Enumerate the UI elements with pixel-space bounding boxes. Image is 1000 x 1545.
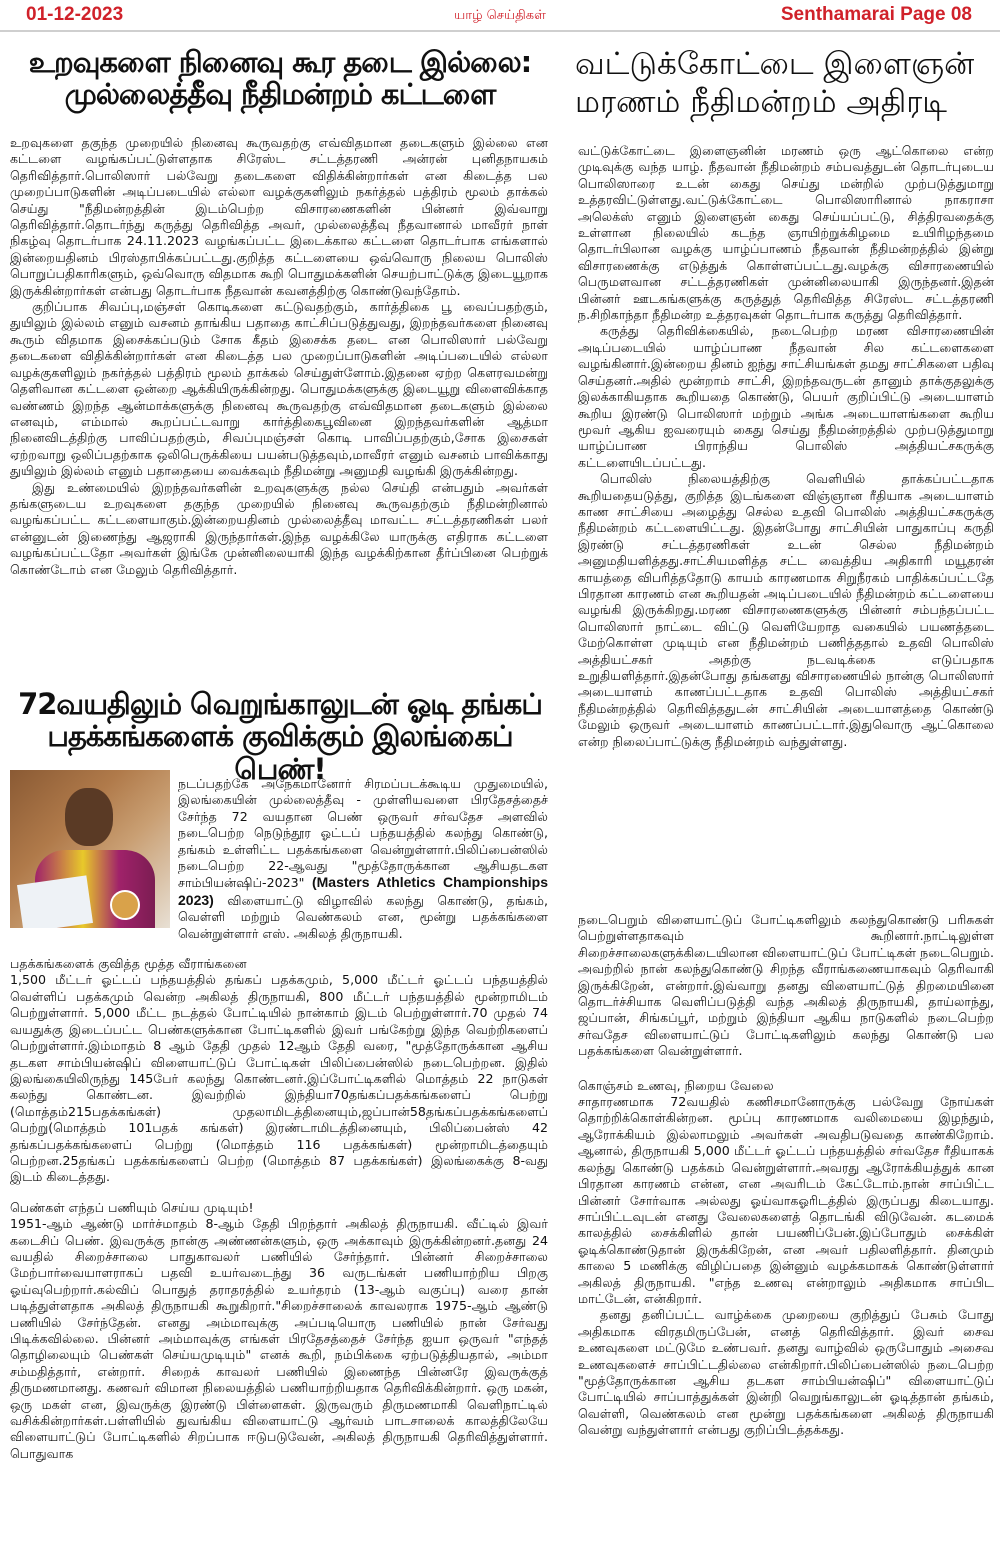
- paragraph: கருத்து தெரிவிக்கையில், நடைபெற்ற மரண விசாரணையின் அடிப்படையில் யாழ்ப்பாண நீதவான் சில கட்டளைகளை வழங்கினார்.இன்றைய தினம் ஐந்து சாட்சியங்கள் தமது சாட்சிகளை பதிவு செய்தனர்.அதில் மூன்றாம் சாட்சி, இறந்தவருடன் தானும் தாக்குதலுக்கு இலக்காகியதாக கூறியதை கொண்டு, பெயர் குறிப்பிட்டு அடையாளம் கூறிய இரண்டு பொலிஸார் மற்றும் அங்க அடையாளங்களை கூறிய மூவர் ஆகிய ஐவரையும் கைது செய்து நீதிமன்றத்தில் முற்படுத்துமாறு யாழ்ப்பாண பிராந்திய பொலிஸ் அத்தியட்சகருக்கு கட்டளையிடப்பட்டது.: [578, 323, 994, 470]
- headline-line: பதக்கங்களைக் குவிக்கும் இலங்கைப் பெண்!: [47, 719, 513, 786]
- article2-body: [10, 776, 548, 1531]
- headline-line: வட்டுக்கோட்டை இளைஞன்: [575, 46, 975, 82]
- paragraph: இது உண்மையில் இறந்தவர்களின் உறவுகளுக்கு நல்ல செய்தி என்பதும் அவர்கள் தங்களுடைய உறவுகளை தகுந்த முறையில் நினைவு கூருவதற்கும் நீதிமன்றினால் வழங்கப்பட்ட கட்டளையாகும்.இன்றையதினம் முல்லைத்தீவு மாவட்ட சட்டத்தரணிகள் பலர் என்னுடன் இணைந்து ஆஜராகி இருந்தார்கள்.இந்த வழக்கிலே யாருக்கு எதிராக கட்டளை வழங்கப்பட்டதோ அவர்கள் இங்கே முன்னிலையாகி இந்த வழக்கிற்கான தீர்ப்பினை பெற்றுக் கொண்டோம் என மேலும் தெரிவித்தார்.: [10, 479, 548, 577]
- paragraph: சாதாரணமாக 72வயதில் கணிசமானோருக்கு பல்வேறு நோய்கள் தொற்றிக்கொள்கின்றன. மூப்பு காரணமாக வலிமையை இழந்தும், ஆரோக்கியம் இல்லாமலும் அவர்கள் அவதிபடுவதை காண்கிறோம். ஆனால், திருநாயகி 5,000 மீட்டர் ஓட்டப் பந்தயத்தில் சர்வதேச ரீதியாகக் கலந்து கொண்டு பதக்கம் வென்றுள்ளார்.அவரது ஆரோக்கியத்துக் கான பிரதான காரணம் என்ன, என அவரிடம் கேட்டோம்.நான் சாப்பிட்ட பின்னர் சோர்வாக அல்லது ஓய்வாகஓரிடத்தில் இருப்பது கிடையாது. சாப்பிட்டவுடன் எனது வேலைகளைத் தொடங்கி விடுவேன். கடமைக் காலத்தில் சைக்கிளில் தான் பயணிப்பேன்.இப்போதும் சைக்கிள் ஓடிக்கொண்டுதான் இருக்கிறேன், என அவர் பதிலளித்தார். தினமும் காலை 5 மணிக்கு விழிப்பதை இன்னும் வழக்கமாகக் கொண்டுள்ளார் அகிலத் திருநாயகி. "எந்த உணவு என்றாலும் அதிகமாக சாப்பிட மாட்டேன், என்கிறார்.: [578, 1094, 994, 1306]
- page-header: [0, 0, 1000, 32]
- subheading: பெண்கள் எந்தப் பணியும் செய்ய முடியும்!: [10, 1199, 254, 1215]
- subheading: கொஞ்சம் உணவு, நிறைய வேலை: [578, 1077, 774, 1093]
- subheading: பதக்கங்களைக் குவித்த மூத்த வீராங்கனை: [10, 956, 247, 972]
- headline-line: முல்லைத்தீவு நீதிமன்றம் கட்டளை: [64, 77, 496, 112]
- paragraph: வட்டுக்கோட்டை இளைஞனின் மரணம் ஒரு ஆட்கொலை என்ற முடிவுக்கு வந்த யாழ். நீதவான் நீதிமன்றம் சம்பவத்துடன் தொடர்புடைய பொலிஸாரை உடன் கைது செய்து மன்றில் முற்படுத்துமாறு உத்தரவிட்டுள்ளது.வட்டுக்கோட்டை பொலிஸாரினால் நாகராசா அலெக்ஸ் எனும் இளைஞன் கைது செய்யப்பட்டு, சித்திரவதைக்கு உள்ளான நிலையில் கடந்த ஞாயிற்றுக்கிழமை உயிரிழந்தமை தொடர்பிலான வழக்கு யாழ்ப்பாணம் நீதவான் நீதிமன்றத்தில் இன்று விசாரணைக்கு எடுத்துக் கொள்ளப்பட்டது.வழக்கு விசாரணையில் பெருமளவான சட்டத்தரணிகள் முன்னிலையாகி இருந்தனர்.இதன் பின்னர் ஊடகங்களுக்கு கருத்துத் தெரிவித்த சிரேஸ்ட சட்டத்தரணி ந.சிறிகாந்தா நீதிமன்ற உத்தரவுகள் தொடர்பாக கருத்து தெரிவித்தார்.: [578, 143, 994, 323]
- paragraph: தனது தனிப்பட்ட வாழ்க்கை முறையை குறித்துப் பேசும் போது அதிகமாக விரதமிருப்பேன், எனத் தெரிவித்தார். இவர் சைவ உணவுகளை மட்டுமே உண்பவர். தனது வாழ்வில் ஒருபோதும் அசைவ உணவுகளைச் சாப்பிட்டதில்லை என்கிறார்.பிலிப்பைன்ஸில் நடைபெற்ற "மூத்தோருக்கான ஆசிய தடகள சாம்பியன்ஷிப்" விளையாட்டுப் போட்டியில் சாப்பாத்துக்கள் இன்றி வெறுங்காலுடன் ஓடித்தான் தங்கம், வெள்ளி, வெண்கலம் என மூன்று பதக்கங்களை அகிலத் திருநாயகி வென்று வந்துள்ளார் என்பது குறிப்பிடத்தக்கது.: [578, 1307, 994, 1438]
- event-name-english: (Masters Athletics Championships 2023): [178, 874, 548, 908]
- lead-paragraph: [178, 776, 548, 942]
- paragraph: நடைபெறும் விளையாட்டுப் போட்டிகளிலும் கலந்துகொண்டு பரிசுகள் பெற்றுள்ளதாகவும் கூறினார்.நாட்டிலுள்ள சிறைச்சாலைகளுக்கிடையிலான விளையாட்டுப் போட்டிகள் நடைபெறும். அவற்றில் நான் கலந்துகொண்டு சிறந்த வீராங்கணையாகவும் தெரிவாகி இருக்கிறேன், என்றார்.இவ்வாறு தனது விளையாட்டுத் திறமையினை தொடர்ச்சியாக வெளிப்படுத்தி வந்த அகிலத் திருநாயகி, தாய்லாந்து, ஜப்பான், சிங்கப்பூர், மற்றும் இந்தியா ஆகிய நாடுகளில் நடைபெற்ற சர்வதேச விளையாட்டுப் போட்டிகளிலும் கலந்து கொண்டு பல பதக்கங்களை வென்றுள்ளார்.: [578, 912, 994, 1059]
- article1-headline: [10, 46, 550, 111]
- lead-text: நடப்பதற்கே அநேகமானோர் சிரமப்படக்கூடிய முதுமையில், இலங்கையின் முல்லைத்தீவு - முள்ளியவளை பிரதேசத்தைச் சேர்ந்த 72 வயதான பெண் ஒருவர் சர்வதேச அளவில் நடைபெற்ற நெடுந்தூர ஓட்டப் பந்தயத்தில் கலந்து கொண்டு, தங்கம் உள்ளிட்ட பதக்கங்களை வென்றுள்ளார்.பிலிப்பைன்ஸில் நடைபெற்ற 22-ஆவது "மூத்தோருக்கான ஆசியதடகள சாம்பியன்ஷிப்-2023": [178, 776, 548, 891]
- paragraph: 1,500 மீட்டர் ஓட்டப் பந்தயத்தில் தங்கப் பதக்கமும், 5,000 மீட்டர் ஓட்டப் பந்தயத்தில் வெள்ளிப் பதக்கமும் வென்ற அகிலத் திருநாயகி, 800 மீட்டர் பந்தயத்தில் மூன்றாமிடம் பெற்றுள்ளார். 5,000 மீட்ட நடத்தல் போட்டியில் நான்காம் இடம் பெற்றுள்ளார்.70 முதல் 74 வயதுக்கு இடைப்பட்ட பெண்களுக்கான போட்டிகளில் இவர் பங்கேற்று இந்த வெற்றிகளைப் பெற்றுள்ளார்.இம்மாதம் 8 ஆம் தேதி முதல் 12ஆம் தேதி வரை, "மூத்தோருக்கான ஆசிய தடகள சாம்பியன்ஷிப் விளையாட்டுப் போட்டிகள் பிலிப்பைன்ஸில் நடைபெற்றன. இதில் இலங்கையிலிருந்து 145பேர் கலந்து கொண்டனர்.இப்போட்டிகளில் மொத்தம் 22 நாடுகள் கலந்து கொண்டன. இவற்றில் இந்தியா70தங்கப்பதக்கங்களைப் பெற்று (மொத்தம்215பதக்கங்கள்) முதலாமிடத்தினையும்,ஜப்பான்58தங்கப்பதக்கங்களைப் பெற்று(மொத்தம் 101பதக் கங்கள்) இரண்டாமிடத்தினையும், பிலிப்பைன்ஸ் 42 தங்கப்பதக்கங்களைப் பெற்று (மொத்தம் 116 பதக்கங்கள்) மூன்றாமிடத்தையும் பெற்றன.25தங்கப் பதக்கங்களைப் பெற்ற (மொத்தம் 87 பதக்கங்கள்) இலங்கைக்கு 8-வது இடம் கிடைத்தது.: [10, 972, 548, 1185]
- paragraph: 1951-ஆம் ஆண்டு மார்ச்மாதம் 8-ஆம் தேதி பிறந்தார் அகிலத் திருநாயகி. வீட்டில் இவர் கடைசிப் பெண். இவருக்கு நான்கு அண்ணன்களும், ஒரு அக்காவும் இருக்கின்றனர்.தனது 24 வயதில் சிறைச்சாலை பாதுகாவலர் பணியில் சேர்ந்தார். பின்னர் சிறைச்சாலை மேற்பார்வையாளராகப் பதவி உயர்வடைந்து 36 வருடங்கள் பணியாற்றிய பிறகு ஓய்வுபெற்றார்.கல்விப் பொதுத் தராதரத்தில் உயர்தரம் (13-ஆம் வகுப்பு) வரை தான் படித்துள்ளதாக அகிலத் திருநாயகி கூறுகிறார்."சிறைச்சாலைக் காவலராக 1975-ஆம் ஆண்டு பணியில் சேர்ந்தேன். எனது அம்மாவுக்கு அப்படியொரு பணியில் நான் சேர்வது பிடிக்கவில்லை. பின்னர் அம்மாவுக்கு எங்கள் பிரதேசத்தைச் சேர்ந்த ஐயா ஒருவர் "எந்தத் தொழிலையும் பெண்கள் செய்யமுடியும்" எனக் கூறி, நம்பிக்கை ஏற்படுத்தியதால், அம்மா சம்மதித்தார், என்றார். சிறைக் காவலர் பணியில் இணைந்த பின்னரே இவருக்குத் திருமணமானது. கணவர் விமான நிலையத்தில் பணியாற்றியதாக தெரிவிக்கின்றார். ஒரு மகன், ஒரு மகள் என, இவருக்கு இரண்டு பிள்ளைகள். இருவரும் திருமணமாகி வெளிநாட்டில் வசிக்கின்றார்கள்.பள்ளியில் துவங்கிய விளையாட்டு ஆர்வம் பாடசாலைக் காலத்திலேயே விளையாட்டுப் போட்டிகளில் சிறப்பாக ஈடுபடுவேன், அகிலத் திருநாயகி தெரிவித்துள்ளார். பொதுவாக: [10, 1216, 548, 1461]
- headline-line: மரணம் நீதிமன்றம் அதிரடி: [575, 83, 947, 120]
- paragraph: குறிப்பாக சிவப்பு,மஞ்சள் கொடிகளை கட்டுவதற்கும், கார்த்திகை பூ வைப்பதற்கும், துயிலும் இல்லம் எனும் வசனம் தாங்கிய பதாதை காட்சிப்படுத்துவது, இறந்தவர்களை நினைவு கூரும் விதமாக இசைக்கப்படும் சோக கீதம் இசைக்க தடை என பொலிஸார் பல்வேறு தடைகளை விதிக்கின்றார்கள் என கிடைத்த பல முறைப்பாடுகளின் அடிப்படையில் எல்லா வழக்குகளிலும் நகர்த்தல் பத்திரம் மூலம் தாக்கல் செய்துள்ளோம்.இதனை ஏற்ற கௌரவமன்று தெளிவான கட்டளை ஒன்றை ஆக்கியிருக்கின்றது. பொதுமக்களுக்கு இடையூறு விளைவிக்காத வண்ணம் இறந்த ஆன்மாக்களுக்கு நினைவு கூருவதற்கு எவ்விதமான தடைகளும் இல்லை எனவும், எம்மால் கூறப்பட்டவாறு கார்த்திகைபூவினை இறந்தவர்களின் ஆத்மா நினைவிடத்திற்கு பாவிப்பதற்கும், சிவப்புமஞ்சள் கொடி பாவிப்பதற்கும்,சோக இசைகள் ஏற்றவாறு ஒலிப்பதற்காக ஒலிபெருக்கியை பயன்படுத்தவும்,மாவீரர் எனும் வசனம் பாவிக்காது துயிலும் இல்லம் எனும் பதாதையை வைக்கவும் நீதிமன்று அனுமதி வழங்கி இருக்கின்றது.: [10, 299, 548, 479]
- publication-page: Senthamarai Page 08: [780, 4, 972, 25]
- section-name: யாழ் செய்திகள்: [454, 8, 546, 23]
- headline-line: உறவுகளை நினைவு கூர தடை இல்லை:: [28, 45, 532, 79]
- paragraph: உறவுகளை தகுந்த முறையில் நினைவு கூருவதற்கு எவ்விதமான தடைகளும் இல்லை என கட்டளை வழங்கப்பட்டுள்ளதாக சிரேஸ்ட சட்டத்தரணி அன்ரன் புனிதநாயகம் தெரிவித்தார்.பொலிஸார் பல்வேறு தடைகளை விதிக்கின்றார்கள் என கிடைத்த பல முறைப்பாடுகளின் அடிப்படையில் எல்லா வழக்குகளிலும் நகர்த்தல் பத்திரம் மூலம் தாக்கல் செய்து "நீதிமன்றத்தின் இடம்பெற்ற விசாரணைகளின் பின்னர் இவ்வாறு தெரிவித்தார்.தொடர்ந்து கருத்து தெரிவித்த அவர், முல்லைத்தீவு நீதவானால் மாவீரர் நாள் நிகழ்வு தொடர்பாக 24.11.2023 வழங்கப்பட்ட இடைக்கால கட்டளை தொடர்பாக எங்களால் இன்றையதினம் பிரஸ்தாபிக்கப்பட்டது.குறித்த கட்டளையை ஒவ்வொரு நிலைய பொலிஸ் பொறுப்பதிகாரிகளும், ஒவ்வொரு விதமாக கூறி பொதுமக்களின் செயற்பாட்டுக்கு இடையூறாக இருக்கின்றார்கள் என்பது தொடர்பாக நீதவான் கவனத்திற்கு கொண்டுவந்தோம்.: [10, 135, 548, 298]
- article3-headline: [575, 46, 995, 122]
- headline-line: 72வயதிலும் வெறுங்காலுடன் ஓடி தங்கப்: [18, 687, 542, 721]
- article3-body: [578, 143, 994, 888]
- article2-continued: [578, 912, 994, 1532]
- article1-body: [10, 135, 548, 670]
- issue-date: 01-12-2023: [26, 4, 124, 25]
- paragraph: பொலிஸ் நிலையத்திற்கு வெளியில் தாக்கப்பட்டதாக கூறியதையடுத்து, குறித்த இடங்களை விஞ்ஞான ரீதியாக அடையாளம் காண சாட்சியை அழைத்து செல்ல உதவி பொலிஸ் அத்தியட்சகருக்கு நீதிமன்றம் கட்டளையிட்டது. இதன்போது சாட்சியின் பாதுகாப்பு கருதி இரண்டு சட்டத்தரணிகள் உடன் செல்ல நீதிமன்றம் அனுமதியளித்தது.சாட்சியமளித்த சட்ட வைத்திய அதிகாரி மயூதரன் காயத்தை விபரித்ததோடு காயம் காரணமாக சிறுநீரகம் பாதிக்கப்பட்டதே பிரதான காரணம் என கூறியதன் அடிப்படையில் நீதிமன்றம் கட்டளையை வழங்கி இருக்கிறது.மரண விசாரணைகளுக்கு பின்னர் சம்பந்தப்பட்ட பொலிஸார் நாட்டை விட்டு வெளியேறாத வகையில் பயணத்தடை மேற்கொள்ள முடியும் என நீதிமன்றம் பணித்ததால் உதவி பொலிஸ் அத்தியட்சகர் அதற்கு நடவடிக்கை எடுப்பதாக உறுதியளித்தார்.இதன்போது தங்களது விசாரணையில் நான்கு பொலிஸார் அடையாளம் காணப்பட்டதாக உதவி பொலிஸ் அத்தியட்சகர் நீதிமன்றத்தில் தெரிவித்ததுடன் சாட்சியின் அடையாளத்தை கொண்டு மேலும் ஒருவர் அடையாளம் காணப்பட்டார்.இதுவொரு ஆட்கொலை என்ற நிலைப்பாட்டுக்கு நீதிமன்றம் வந்துள்ளது.: [578, 471, 994, 749]
- lead-text: விளையாட்டு விழாவில் கலந்து கொண்டு, தங்கம், வெள்ளி மற்றும் வெண்கலம் என, மூன்று பதக்கங்களை வென்றுள்ளார் எஸ். அகிலத் திருநாயகி.: [178, 892, 548, 941]
